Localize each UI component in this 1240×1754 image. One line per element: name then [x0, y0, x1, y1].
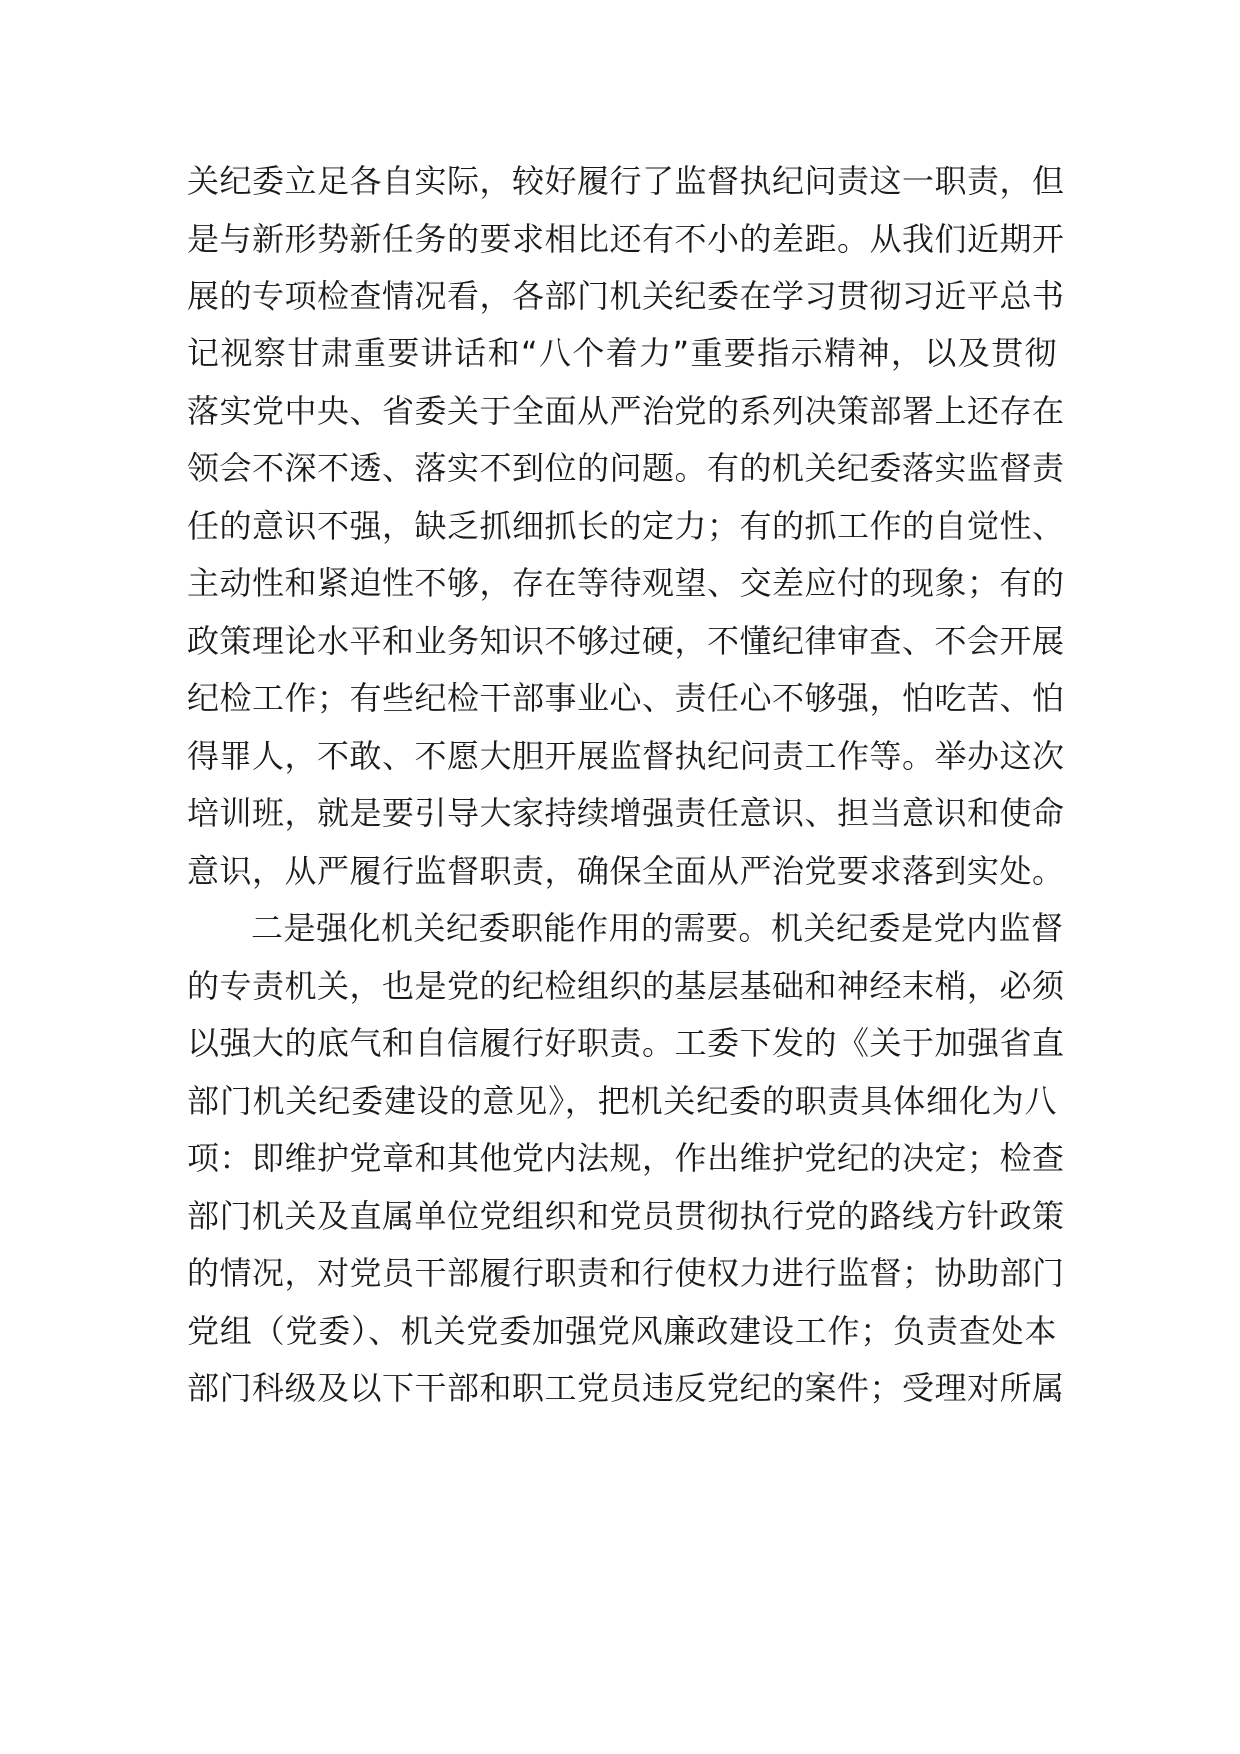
text-line: 部门科级及以下干部和职工党员违反党纪的案件；受理对所属: [187, 1369, 1065, 1407]
text-line: 部门机关纪委建设的意见》，把机关纪委的职责具体细化为八: [187, 1082, 1057, 1120]
text-line: 任的意识不强，缺乏抓细抓长的定力；有的抓工作的自觉性、: [187, 507, 1065, 545]
text-line: 记视察甘肃重要讲话和“八个着力”重要指示精神，以及贯彻: [187, 334, 1057, 372]
text-line: 主动性和紧迫性不够，存在等待观望、交差应付的现象；有的: [187, 564, 1065, 602]
text-line: 项：即维护党章和其他党内法规，作出维护党纪的决定；检查: [187, 1139, 1065, 1177]
text-line: 是与新形势新任务的要求相比还有不小的差距。从我们近期开: [187, 220, 1065, 258]
text-line: 关纪委立足各自实际，较好履行了监督执纪问责这一职责，但: [187, 162, 1065, 200]
text-line: 领会不深不透、落实不到位的问题。有的机关纪委落实监督责: [187, 449, 1065, 487]
text-line: 落实党中央、省委关于全面从严治党的系列决策部署上还存在: [187, 392, 1065, 430]
text-line: 得罪人，不敢、不愿大胆开展监督执纪问责工作等。举办这次: [187, 737, 1065, 775]
text-line: 纪检工作；有些纪检干部事业心、责任心不够强，怕吃苦、怕: [187, 679, 1065, 717]
text-line: 的专责机关，也是党的纪检组织的基层基础和神经末梢，必须: [187, 967, 1065, 1005]
text-line: 政策理论水平和业务知识不够过硬，不懂纪律审查、不会开展: [187, 622, 1065, 660]
paragraph-first-line: 二是强化机关纪委职能作用的需要。机关纪委是党内监督: [251, 909, 1064, 947]
text-line: 以强大的底气和自信履行好职责。工委下发的《关于加强省直: [187, 1024, 1065, 1062]
text-line: 党组（党委）、机关党委加强党风廉政建设工作；负责查处本: [187, 1312, 1057, 1350]
text-line: 部门机关及直属单位党组织和党员贯彻执行党的路线方针政策: [187, 1197, 1065, 1235]
text-line: 意识，从严履行监督职责，确保全面从严治党要求落到实处。: [187, 852, 1065, 890]
text-line: 培训班，就是要引导大家持续增强责任意识、担当意识和使命: [187, 794, 1065, 832]
text-line: 的情况，对党员干部履行职责和行使权力进行监督；协助部门: [187, 1254, 1065, 1292]
text-line: 展的专项检查情况看，各部门机关纪委在学习贯彻习近平总书: [187, 277, 1065, 315]
